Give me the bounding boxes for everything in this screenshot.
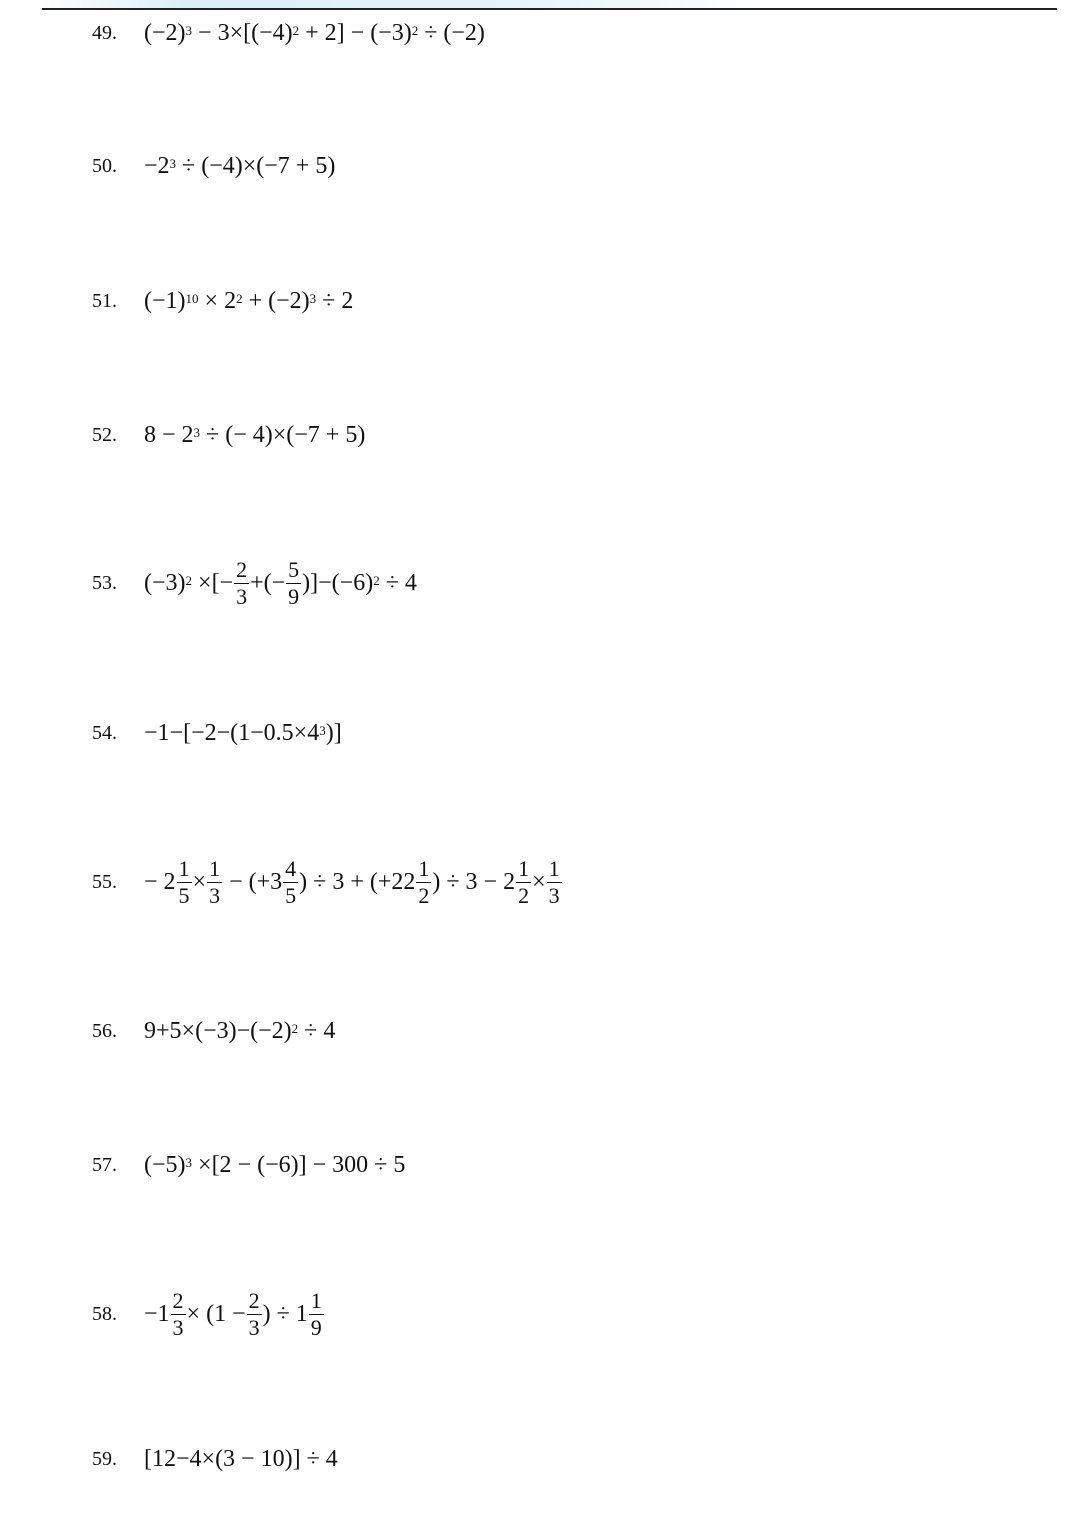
problem-expression	[144, 720, 342, 747]
expression-text: ×	[192, 868, 207, 895]
problem-59	[92, 1424, 338, 1494]
fraction-denominator: 3	[172, 1314, 184, 1340]
fraction-denominator: 5	[285, 882, 297, 908]
expression-text: − 2	[144, 868, 176, 895]
problem-58	[92, 1279, 325, 1349]
fraction	[516, 855, 531, 908]
expression-text: − (+3	[223, 868, 283, 895]
exponent: 3	[319, 723, 326, 738]
fraction-numerator: 1	[548, 855, 560, 881]
problem-expression	[144, 1287, 325, 1340]
fraction	[309, 1287, 324, 1340]
fraction	[171, 1287, 186, 1340]
expression-text: ×[−	[192, 569, 234, 596]
expression-text: ×	[532, 868, 546, 895]
fraction-numerator: 1	[310, 1287, 322, 1313]
fraction-denominator: 2	[418, 882, 430, 908]
expression-text: + (−2)	[242, 287, 310, 314]
problem-expression	[144, 153, 335, 180]
exponent: 2	[411, 23, 419, 38]
fraction-numerator: 2	[172, 1287, 184, 1313]
expression-text: (−5)	[144, 1151, 186, 1178]
expression-text: )]	[325, 719, 342, 746]
problem-number: 57.	[92, 1153, 117, 1176]
problem-expression	[144, 288, 353, 315]
fraction-denominator: 5	[178, 882, 190, 908]
expression-text: ÷ (− 4)×(−7 + 5)	[200, 421, 366, 448]
fraction-denominator: 2	[518, 882, 530, 908]
problem-53	[92, 548, 417, 618]
fraction	[283, 855, 298, 908]
expression-text: − 3×[(−4)	[192, 19, 293, 46]
fraction-denominator: 3	[248, 1314, 260, 1340]
fraction-numerator: 1	[209, 855, 221, 881]
expression-text: ÷ 4	[298, 1017, 336, 1044]
expression-text: ) ÷ 3 + (+22	[299, 868, 416, 895]
problem-expression	[144, 422, 365, 449]
expression-text: −2	[144, 152, 170, 179]
expression-text: × (1 −	[186, 1300, 246, 1327]
fraction	[234, 556, 249, 609]
problem-51	[92, 266, 353, 336]
problem-49	[92, 0, 485, 68]
fraction-numerator: 2	[236, 556, 248, 582]
problem-number: 50.	[92, 154, 117, 177]
expression-text: ÷ (−2)	[418, 19, 485, 46]
expression-text: (−2)	[144, 19, 186, 46]
problem-number: 53.	[92, 571, 117, 594]
fraction	[416, 855, 431, 908]
fraction	[247, 1287, 262, 1340]
expression-text: −1−[−2−(1−0.5×4	[144, 719, 320, 746]
expression-text: × 2	[198, 287, 237, 314]
expression-text: ×[2 − (−6)] − 300 ÷ 5	[192, 1151, 406, 1178]
problem-number: 59.	[92, 1447, 117, 1470]
expression-text: (−3)	[144, 569, 186, 596]
fraction-numerator: 1	[178, 855, 190, 881]
problem-expression	[144, 1446, 338, 1473]
fraction	[177, 855, 192, 908]
expression-text: ÷ 4	[379, 569, 417, 596]
problem-number: 49.	[92, 21, 117, 44]
fraction-numerator: 1	[418, 855, 430, 881]
fraction-denominator: 9	[288, 583, 300, 609]
exponent: 3	[185, 23, 193, 38]
expression-text: −1	[144, 1300, 170, 1327]
exponent: 3	[185, 1155, 193, 1170]
exponent: 10	[185, 291, 199, 306]
fraction-numerator: 4	[285, 855, 297, 881]
exponent: 2	[291, 1021, 299, 1036]
fraction-numerator: 1	[518, 855, 530, 881]
expression-text: +(−	[250, 569, 286, 596]
expression-text: ) ÷ 1	[262, 1300, 308, 1327]
exponent: 2	[185, 573, 193, 588]
problem-52	[92, 400, 365, 470]
problem-number: 54.	[92, 721, 117, 744]
problem-57	[92, 1130, 405, 1200]
expression-text: ) ÷ 3 − 2	[432, 868, 516, 895]
exponent: 3	[169, 156, 177, 171]
fraction-denominator: 9	[310, 1314, 322, 1340]
exponent: 2	[236, 291, 243, 306]
fraction-numerator: 2	[248, 1287, 260, 1313]
problem-number: 52.	[92, 423, 117, 446]
problem-number: 55.	[92, 870, 117, 893]
expression-text: [12−4×(3 − 10)] ÷ 4	[144, 1445, 338, 1472]
fraction	[286, 556, 301, 609]
exponent: 2	[292, 23, 300, 38]
problem-expression	[144, 855, 563, 908]
problem-54	[92, 698, 342, 768]
problem-number: 58.	[92, 1302, 117, 1325]
fraction-denominator: 3	[236, 583, 248, 609]
fraction-numerator: 5	[288, 556, 300, 582]
problem-expression	[144, 556, 417, 609]
exponent: 2	[373, 573, 380, 588]
expression-text: ÷ (−4)×(−7 + 5)	[176, 152, 336, 179]
expression-text: (−1)	[144, 287, 186, 314]
problem-56	[92, 996, 335, 1066]
fraction-denominator: 3	[209, 882, 221, 908]
expression-text: + 2] − (−3)	[299, 19, 412, 46]
problem-expression	[144, 20, 485, 47]
exponent: 3	[193, 425, 201, 440]
fraction	[547, 855, 562, 908]
expression-text: ÷ 2	[316, 287, 354, 314]
problem-55	[92, 847, 563, 917]
problem-expression	[144, 1018, 335, 1045]
problem-expression	[144, 1152, 405, 1179]
fraction	[207, 855, 222, 908]
expression-text: 8 − 2	[144, 421, 194, 448]
expression-text: )]−(−6)	[302, 569, 374, 596]
expression-text: 9+5×(−3)−(−2)	[144, 1017, 292, 1044]
problem-number: 51.	[92, 289, 117, 312]
fraction-denominator: 3	[548, 882, 560, 908]
exponent: 3	[309, 291, 317, 306]
problem-number: 56.	[92, 1019, 117, 1042]
problem-50	[92, 131, 335, 201]
